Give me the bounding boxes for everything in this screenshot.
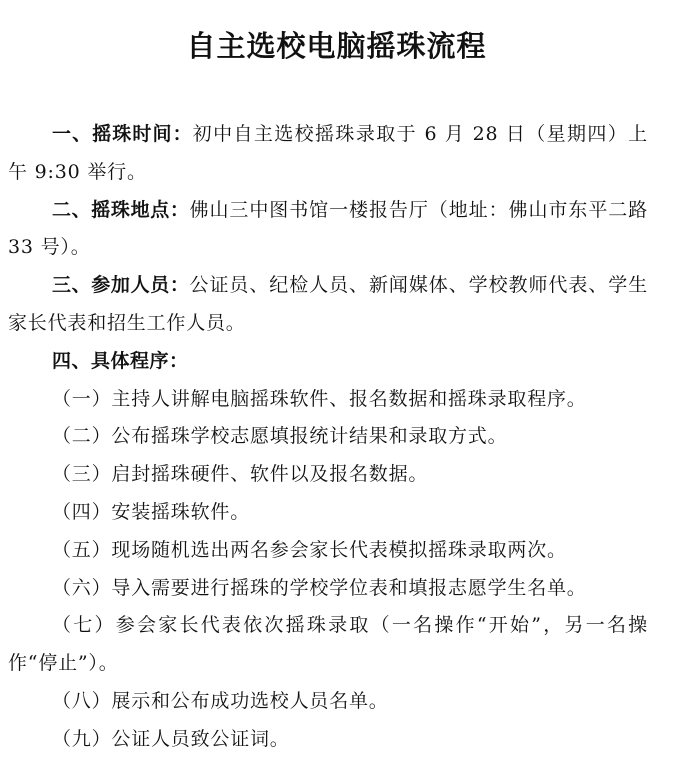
procedure-step-2: （二）公布摇珠学校志愿填报统计结果和录取方式。 bbox=[52, 425, 508, 448]
procedure-step-3: （三）启封摇珠硬件、软件以及报名数据。 bbox=[52, 463, 429, 486]
procedure-step-9: （九）公证人员致公证词。 bbox=[52, 727, 290, 750]
procedure-step-8: （八）展示和公布成功选校人员名单。 bbox=[52, 689, 389, 712]
section-procedure-label: 四、具体程序： bbox=[52, 349, 189, 372]
section-location-text: 佛山三中图书馆一楼报告厅（地址：佛山市东平二路 33 号）。 bbox=[8, 198, 648, 259]
section-procedure bbox=[8, 343, 648, 381]
procedure-step-6: （六）导入需要进行摇珠的学校学位表和填报志愿学生名单。 bbox=[52, 576, 587, 599]
document-body bbox=[8, 116, 648, 759]
section-time bbox=[8, 116, 648, 192]
section-participants-text: 公证员、纪检人员、新闻媒体、学校教师代表、学生家长代表和招生工作人员。 bbox=[8, 274, 648, 334]
section-location bbox=[8, 192, 648, 268]
procedure-step-5: （五）现场随机选出两名参会家长代表模拟摇珠录取两次。 bbox=[52, 538, 567, 561]
document-title: 自主选校电脑摇珠流程 bbox=[186, 29, 487, 63]
section-participants bbox=[8, 267, 648, 343]
procedure-step-1: （一）主持人讲解电脑摇珠软件、报名数据和摇珠录取程序。 bbox=[52, 387, 587, 410]
procedure-step-4: （四）安装摇珠软件。 bbox=[52, 500, 251, 523]
procedure-step-7: （七）参会家长代表依次摇珠录取（一名操作“开始”，另一名操作“停止”）。 bbox=[8, 614, 648, 675]
section-time-label: 一、摇珠时间： bbox=[52, 123, 193, 145]
section-time-text: 初中自主选校摇珠录取于 6 月 28 日（星期四）上午 9:30 举行。 bbox=[8, 123, 648, 183]
section-participants-label: 三、参加人员： bbox=[52, 274, 190, 297]
section-location-label: 二、摇珠地点： bbox=[52, 198, 190, 221]
